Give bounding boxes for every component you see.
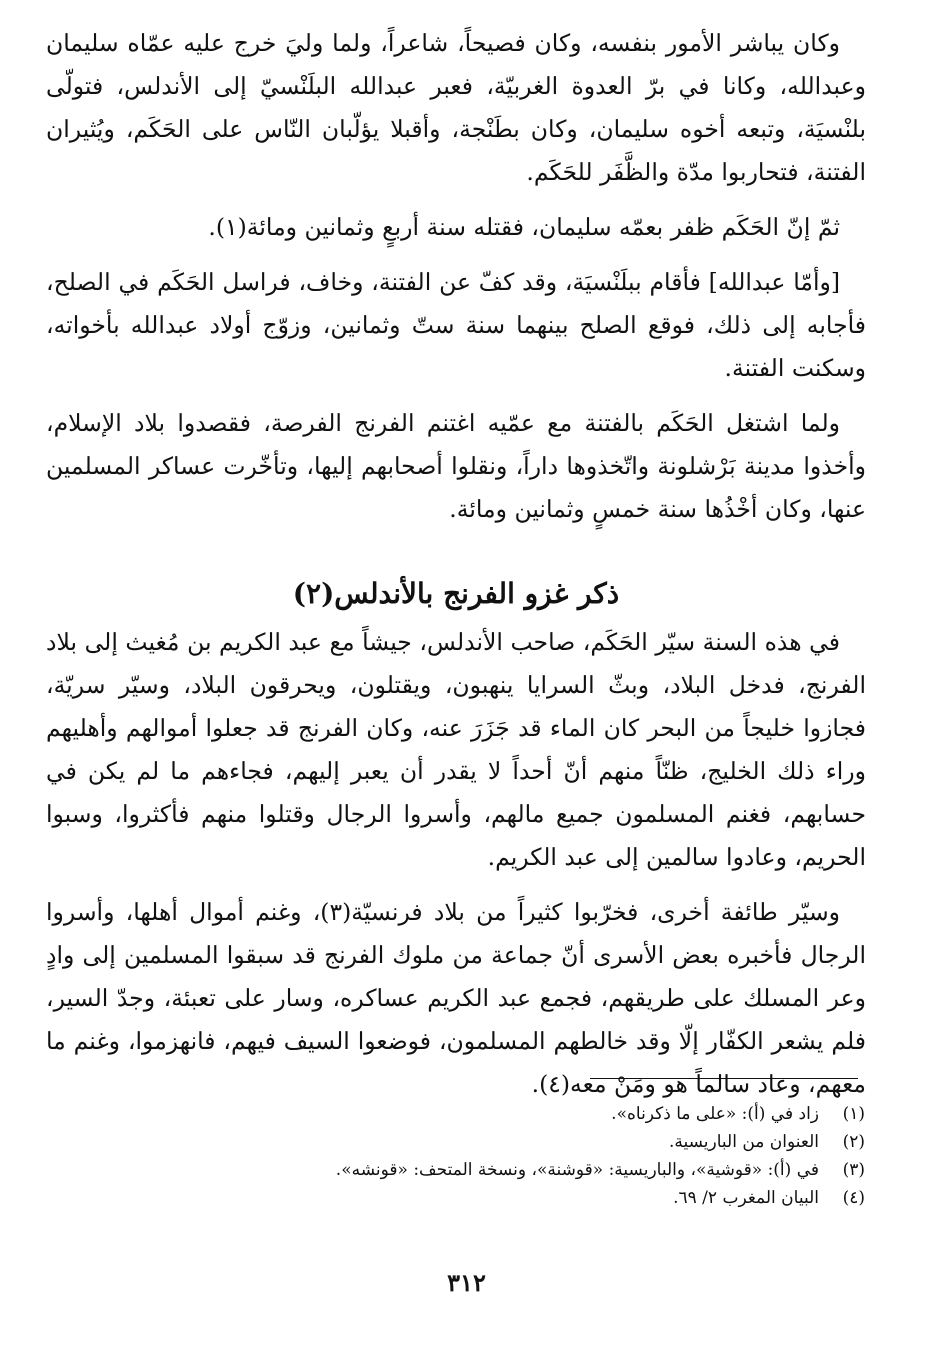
footnote-divider — [590, 1078, 858, 1079]
footnote-2 — [100, 1128, 865, 1156]
footnote-text: زاد في (أ): «على ما ذكرناه». — [611, 1104, 819, 1124]
paragraph-4: ولما اشتغل الحَكَم بالفتنة مع عمّيه اغتنم الفرنج الفرصة، فقصدوا بلاد الإسلام، وأخذوا مدينة بَرْشلونة واتّخذوها داراً، ونقلوا أصحابهم إليها، وتأخّرت عساكر المسلمين عنها، وكان أخْذُها سنة خمسٍ وثمانين ومائة. — [46, 409, 866, 523]
footnote-number: (٢) — [842, 1132, 865, 1152]
footnote-3 — [100, 1156, 865, 1184]
footnote-4 — [100, 1184, 865, 1212]
paragraph-3: [وأمّا عبدالله] فأقام ببلَنْسيَة، وقد كفّ عن الفتنة، وخاف، فراسل الحَكَم في الصلح، فأجابه إلى ذلك، فوقع الصلح بينهما سنة ستّ وثمانين، وزوّج أولاد عبدالله بأخواته، وسكنت الفتنة. — [46, 268, 866, 382]
footnote-number: (٣) — [842, 1160, 865, 1180]
footnote-number: (٤) — [842, 1188, 865, 1208]
footnotes — [100, 1100, 865, 1212]
footnote-text: في (أ): «قوشية»، والباريسية: «قوشنة»، ونسخة المتحف: «قونشه». — [335, 1160, 819, 1180]
section-heading: ذكر غزو الفرنج بالأندلس(٢) — [292, 577, 620, 610]
page-number: ٣١٢ — [447, 1268, 486, 1297]
paragraph-5: في هذه السنة سيّر الحَكَم، صاحب الأندلس، جيشاً مع عبد الكريم بن مُغيث إلى بلاد الفرنج، فدخل البلاد، وبثّ السرايا ينهبون، ويقتلون، ويحرقون البلاد، وسيّر سريّة، فجازوا خليجاً من البحر كان الماء قد جَزَرَ عنه، وكان الفرنج قد جعلوا أموالهم وأهليهم وراء ذلك الخليج، ظنّاً منهم أنّ أحداً لا يقدر أن يعبر إليهم، فجاءهم ما لم يكن في حسابهم، فغنم المسلمون جميع مالهم، وأسروا الرجال وقتلوا منهم فأكثروا، وسبوا الحريم، وعادوا سالمين إلى عبد الكريم. — [46, 628, 866, 871]
paragraph-6: وسيّر طائفة أخرى، فخرّبوا كثيراً من بلاد فرنسيّة(٣)، وغنم أموال أهلها، وأسروا الرجال فأخبره بعض الأسرى أنّ جماعة من ملوك الفرنج قد سبقوا المسلمين إلى وادٍ وعر المسلك على طريقهم، فجمع عبد الكريم عساكره، وسار على تعبئة، وجدّ السير، فلم يشعر الكفّار إلّا وقد خالطهم المسلمون، فوضعوا السيف فيهم، فانهزموا، وغنم ما معهم، وعاد سالماً هو ومَنْ معه(٤). — [46, 898, 866, 1098]
footnote-text: البيان المغرب ٢/ ٦٩. — [673, 1188, 819, 1208]
footnote-number: (١) — [842, 1104, 865, 1124]
page-body — [46, 22, 866, 1106]
footnote-1 — [100, 1100, 865, 1128]
paragraph-1: وكان يباشر الأمور بنفسه، وكان فصيحاً، شاعراً، ولما وليَ خرج عليه عمّاه سليمان وعبدالله، وكانا في برّ العدوة الغربيّة، فعبر عبدالله البلَنْسيّ إلى الأندلس، فتولّى بلنْسيَة، وتبعه أخوه سليمان، وكان بطَنْجة، وأقبلا يؤلّبان النّاس على الحَكَم، ويُثيران الفتنة، فتحاربوا مدّة والظَّفَر للحَكَم. — [46, 29, 866, 186]
paragraph-2: ثمّ إنّ الحَكَم ظفر بعمّه سليمان، فقتله سنة أربعٍ وثمانين ومائة(١). — [208, 213, 840, 241]
footnote-text: العنوان من الباريسية. — [668, 1132, 819, 1152]
